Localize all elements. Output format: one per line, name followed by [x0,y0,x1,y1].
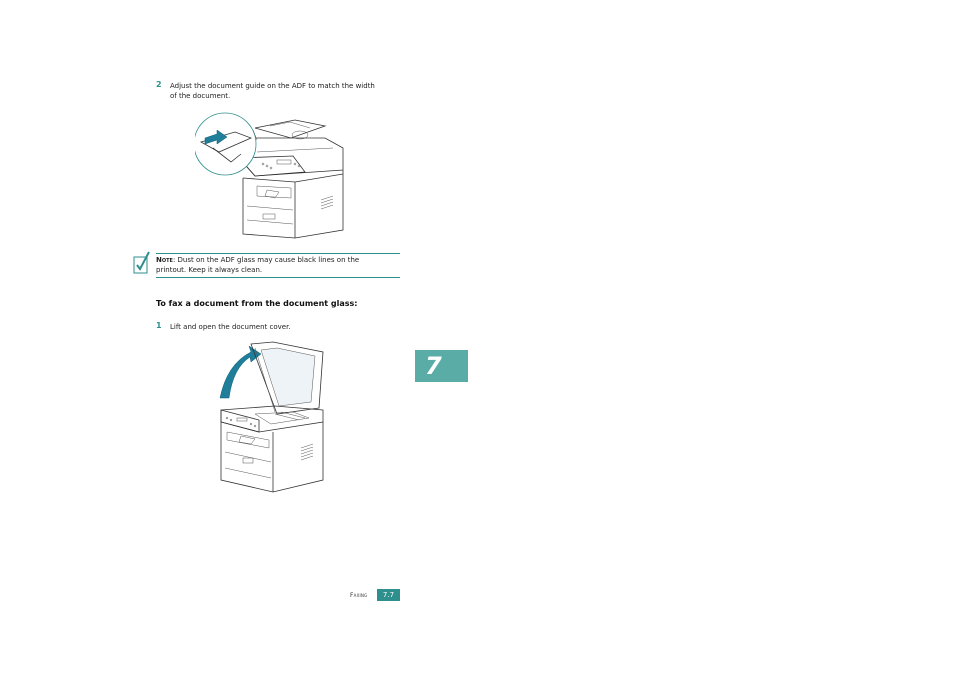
step-2-text-line-1: Adjust the document guide on the ADF to match the width [170,82,375,90]
note-line-1: : Dust on the ADF glass may cause black lines on the [172,256,360,264]
step-2-text [170,81,410,101]
adf-guide-illustration [195,108,347,240]
chapter-tab: 7 [415,350,468,382]
step-1-number: 1 [156,321,162,330]
section-heading: To fax a document from the document glass: [156,299,358,308]
step-2-text-line-2: of the document. [170,92,231,100]
note-text [156,256,400,275]
lift-cover-illustration [215,340,330,496]
page-number-badge: 7.7 [377,589,400,601]
footer-section-label: Faxing [350,592,368,599]
note-box [156,253,400,278]
note-label: Note [156,256,173,264]
note-check-icon [132,249,152,275]
step-2-number: 2 [156,80,162,89]
note-line-2: printout. Keep it always clean. [156,265,263,274]
step-1-text: Lift and open the document cover. [170,323,291,331]
